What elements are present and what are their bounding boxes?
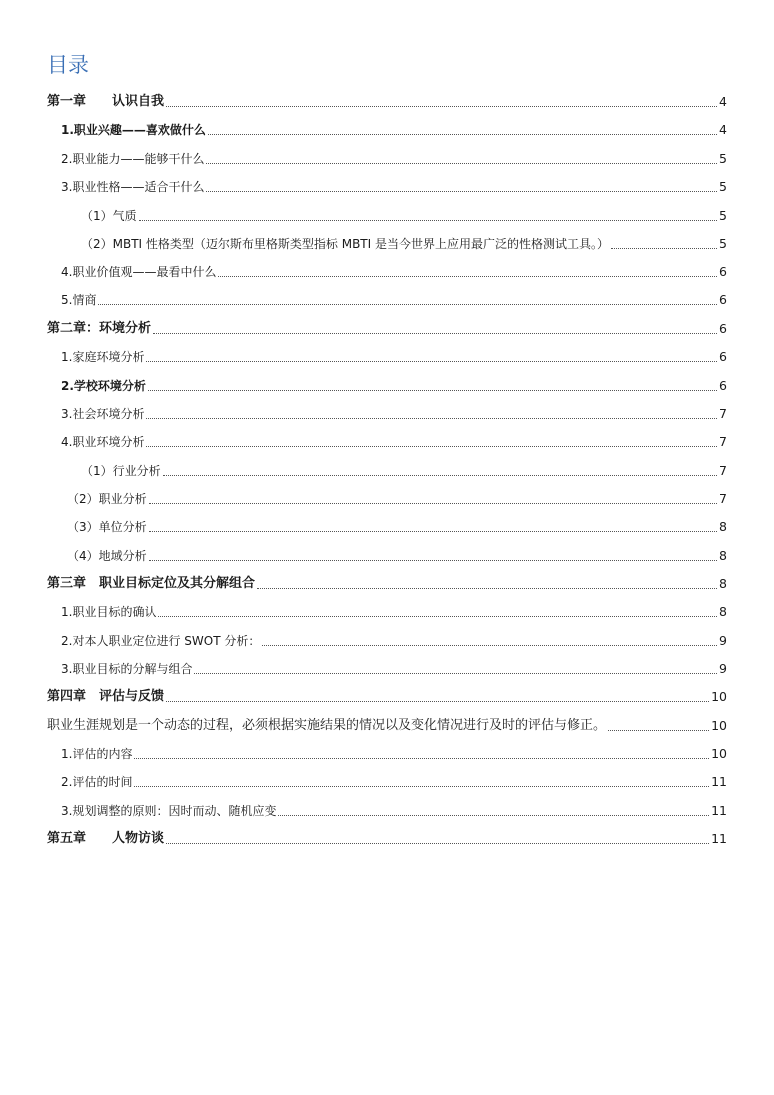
toc-entry-label: 第三章 职业目标定位及其分解组合 <box>47 576 256 591</box>
toc-entry[interactable] <box>47 655 727 677</box>
toc-page-number: 5 <box>719 236 727 251</box>
toc-leader-dots <box>149 531 717 532</box>
toc-entry[interactable] <box>47 343 727 365</box>
toc-entry[interactable] <box>47 116 727 138</box>
toc-page-number: 7 <box>719 406 727 421</box>
toc-leader-dots <box>149 503 717 504</box>
toc-entry-label: （4）地域分析 <box>67 549 147 563</box>
toc-entry[interactable] <box>47 258 727 280</box>
toc-title: 目录 <box>47 53 89 77</box>
toc-page-number: 10 <box>711 718 727 733</box>
toc-page-number: 11 <box>711 831 727 846</box>
toc-entry[interactable] <box>47 457 727 479</box>
toc-leader-dots <box>146 418 717 419</box>
toc-entry-label: （2）职业分析 <box>67 492 147 506</box>
toc-entry-label: 2.学校环境分析 <box>61 379 146 393</box>
toc-leader-dots <box>278 815 709 816</box>
toc-entry[interactable] <box>47 485 727 507</box>
toc-entry[interactable] <box>47 627 727 649</box>
toc-leader-dots <box>166 106 717 107</box>
toc-entry[interactable] <box>47 542 727 564</box>
toc-entry-label: 4.职业环境分析 <box>61 435 145 449</box>
toc-leader-dots <box>139 220 717 221</box>
toc-entry[interactable] <box>47 88 727 110</box>
toc-leader-dots <box>608 730 709 731</box>
toc-entry-label: 2.职业能力——能够干什么 <box>61 152 205 166</box>
toc-entry-label: 第五章 人物访谈 <box>47 831 165 846</box>
toc-entry-label: 3.职业目标的分解与组合 <box>61 662 193 676</box>
toc-entry[interactable] <box>47 598 727 620</box>
toc-page-number: 5 <box>719 179 727 194</box>
toc-leader-dots <box>98 304 717 305</box>
toc-page-number: 6 <box>719 264 727 279</box>
toc-page-number: 7 <box>719 434 727 449</box>
toc-page-number: 9 <box>719 661 727 676</box>
toc-entry-label: 1.职业兴趣——喜欢做什么 <box>61 123 206 137</box>
toc-entry[interactable] <box>47 202 727 224</box>
toc-entry-label: （1）行业分析 <box>81 464 161 478</box>
toc-leader-dots <box>153 333 717 334</box>
toc-page-number: 11 <box>711 774 727 789</box>
toc-entry[interactable] <box>47 286 727 308</box>
toc-leader-dots <box>208 134 717 135</box>
toc-entry-label: 第一章 认识自我 <box>47 94 165 109</box>
toc-page-number: 10 <box>711 689 727 704</box>
toc-leader-dots <box>206 191 717 192</box>
toc-leader-dots <box>134 758 709 759</box>
toc-page-number: 8 <box>719 548 727 563</box>
toc-leader-dots <box>158 616 717 617</box>
toc-entry-label: （2）MBTI 性格类型（迈尔斯布里格斯类型指标 MBTI 是当今世界上应用最广泛的性格测试工具。） <box>81 237 609 251</box>
toc-page-number: 7 <box>719 491 727 506</box>
toc-page-number: 5 <box>719 151 727 166</box>
toc-leader-dots <box>134 786 709 787</box>
toc-entry[interactable] <box>47 513 727 535</box>
toc-entry-label: 职业生涯规划是一个动态的过程，必须根据实施结果的情况以及变化情况进行及时的评估与修正。 <box>47 718 607 733</box>
toc-leader-dots <box>166 843 709 844</box>
toc-page-number: 6 <box>719 349 727 364</box>
toc-leader-dots <box>149 560 717 561</box>
toc-leader-dots <box>218 276 717 277</box>
toc-entry[interactable] <box>47 797 727 819</box>
toc-page-number: 4 <box>719 122 727 137</box>
toc-entry-label: （3）单位分析 <box>67 520 147 534</box>
toc-entry[interactable] <box>47 740 727 762</box>
toc-page-number: 5 <box>719 208 727 223</box>
toc-entry-label: 3.职业性格——适合干什么 <box>61 180 205 194</box>
toc-page-number: 7 <box>719 463 727 478</box>
toc-leader-dots <box>146 446 717 447</box>
toc-page-number: 8 <box>719 519 727 534</box>
toc-entry-label: 2.评估的时间 <box>61 775 133 789</box>
toc-leader-dots <box>148 390 717 391</box>
toc-entry[interactable] <box>47 768 727 790</box>
toc-entry-label: 4.职业价值观——最看中什么 <box>61 265 217 279</box>
toc-entry[interactable] <box>47 428 727 450</box>
toc-entry[interactable] <box>47 683 727 705</box>
toc-leader-dots <box>611 248 717 249</box>
toc-entry-label: 第四章 评估与反馈 <box>47 689 165 704</box>
toc-entry[interactable] <box>47 570 727 592</box>
toc-leader-dots <box>166 701 709 702</box>
toc-page-number: 4 <box>719 94 727 109</box>
toc-page-number: 9 <box>719 633 727 648</box>
toc-leader-dots <box>262 645 717 646</box>
toc-entry-label: 1.职业目标的确认 <box>61 605 157 619</box>
toc-leader-dots <box>146 361 717 362</box>
toc-entry[interactable] <box>47 400 727 422</box>
toc-entry-label: 2.对本人职业定位进行 SWOT 分析： <box>61 634 261 648</box>
toc-entry-label: 1.家庭环境分析 <box>61 350 145 364</box>
toc-page-number: 6 <box>719 321 727 336</box>
toc-entry-label: 3.规划调整的原则：因时而动、随机应变 <box>61 804 277 818</box>
toc-page-number: 8 <box>719 576 727 591</box>
toc-entry-label: 第二章：环境分析 <box>47 321 152 336</box>
toc-leader-dots <box>257 588 717 589</box>
toc-leader-dots <box>163 475 717 476</box>
toc-entry[interactable] <box>47 315 727 337</box>
toc-leader-dots <box>206 163 717 164</box>
toc-entry[interactable] <box>47 712 727 734</box>
toc-entry[interactable] <box>47 230 727 252</box>
toc-page-number: 6 <box>719 378 727 393</box>
toc-page-number: 10 <box>711 746 727 761</box>
toc-entry-label: 1.评估的内容 <box>61 747 133 761</box>
toc-entry-label: 5.情商 <box>61 293 97 307</box>
toc-entry-label: 3.社会环境分析 <box>61 407 145 421</box>
toc-entry[interactable] <box>47 825 727 847</box>
toc-page-number: 8 <box>719 604 727 619</box>
toc-leader-dots <box>194 673 717 674</box>
toc-page-number: 11 <box>711 803 727 818</box>
toc-entry-label: （1）气质 <box>81 209 137 223</box>
toc-page-number: 6 <box>719 292 727 307</box>
toc-entry[interactable] <box>47 145 727 167</box>
toc-entry[interactable] <box>47 173 727 195</box>
toc-entry[interactable] <box>47 372 727 394</box>
